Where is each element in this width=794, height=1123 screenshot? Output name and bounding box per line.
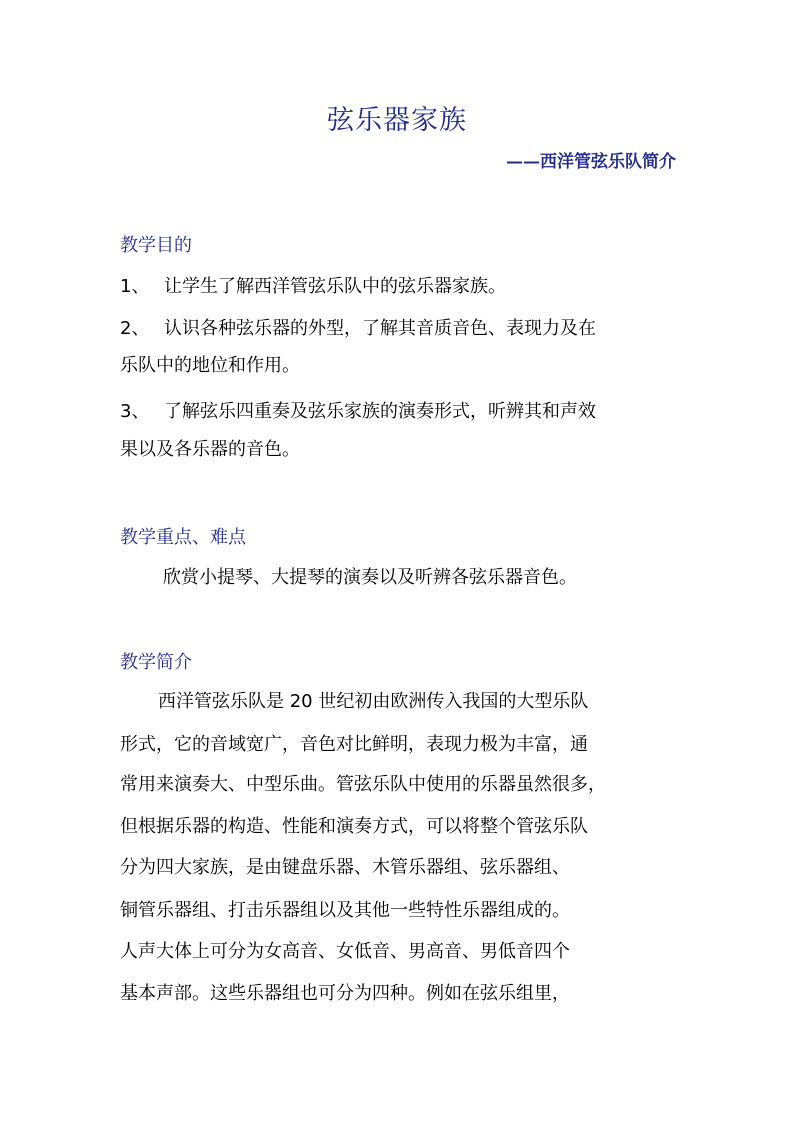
objective-item-3 bbox=[120, 397, 680, 423]
objective-number: 2、 bbox=[120, 318, 150, 339]
page-subtitle: ——西洋管弦乐队简介 bbox=[506, 152, 676, 172]
key-points-heading: 教学重点、难点 bbox=[120, 527, 246, 548]
intro-line: 基本声部。这些乐器组也可分为四种。例如在弦乐组里， bbox=[120, 983, 570, 1004]
page-title: 弦乐器家族 bbox=[327, 105, 467, 136]
intro-line: 人声大体上可分为女高音、女低音、男高音、男低音四个 bbox=[120, 941, 570, 962]
intro-line: 形式，它的音域宽广，音色对比鲜明，表现力极为丰富，通 bbox=[120, 734, 588, 755]
key-points-text: 欣赏小提琴、大提琴的演奏以及听辨各弦乐器音色。 bbox=[163, 567, 577, 588]
objective-number: 3、 bbox=[120, 401, 150, 422]
objective-item-2-continuation: 乐队中的地位和作用。 bbox=[120, 355, 300, 376]
objective-text: 认识各种弦乐器的外型，了解其音质音色、表现力及在 bbox=[164, 318, 596, 339]
intro-line: 西洋管弦乐队是 20 世纪初由欧洲传入我国的大型乐队 bbox=[158, 691, 589, 712]
intro-line: 但根据乐器的构造、性能和演奏方式，可以将整个管弦乐队 bbox=[120, 816, 588, 837]
objective-text: 让学生了解西洋管弦乐队中的弦乐器家族。 bbox=[164, 276, 506, 297]
intro-heading: 教学简介 bbox=[120, 652, 192, 673]
intro-line: 常用来演奏大、中型乐曲。管弦乐队中使用的乐器虽然很多， bbox=[120, 774, 606, 795]
objective-item-3-continuation: 果以及各乐器的音色。 bbox=[120, 439, 300, 460]
objectives-heading: 教学目的 bbox=[120, 235, 192, 256]
objective-item-2 bbox=[120, 314, 680, 340]
intro-line: 铜管乐器组、打击乐器组以及其他一些特性乐器组成的。 bbox=[120, 900, 570, 921]
objective-text: 了解弦乐四重奏及弦乐家族的演奏形式，听辨其和声效 bbox=[164, 401, 596, 422]
intro-line: 分为四大家族，是由键盘乐器、木管乐器组、弦乐器组、 bbox=[120, 857, 570, 878]
objective-item-1 bbox=[120, 272, 680, 298]
objective-number: 1、 bbox=[120, 276, 150, 297]
